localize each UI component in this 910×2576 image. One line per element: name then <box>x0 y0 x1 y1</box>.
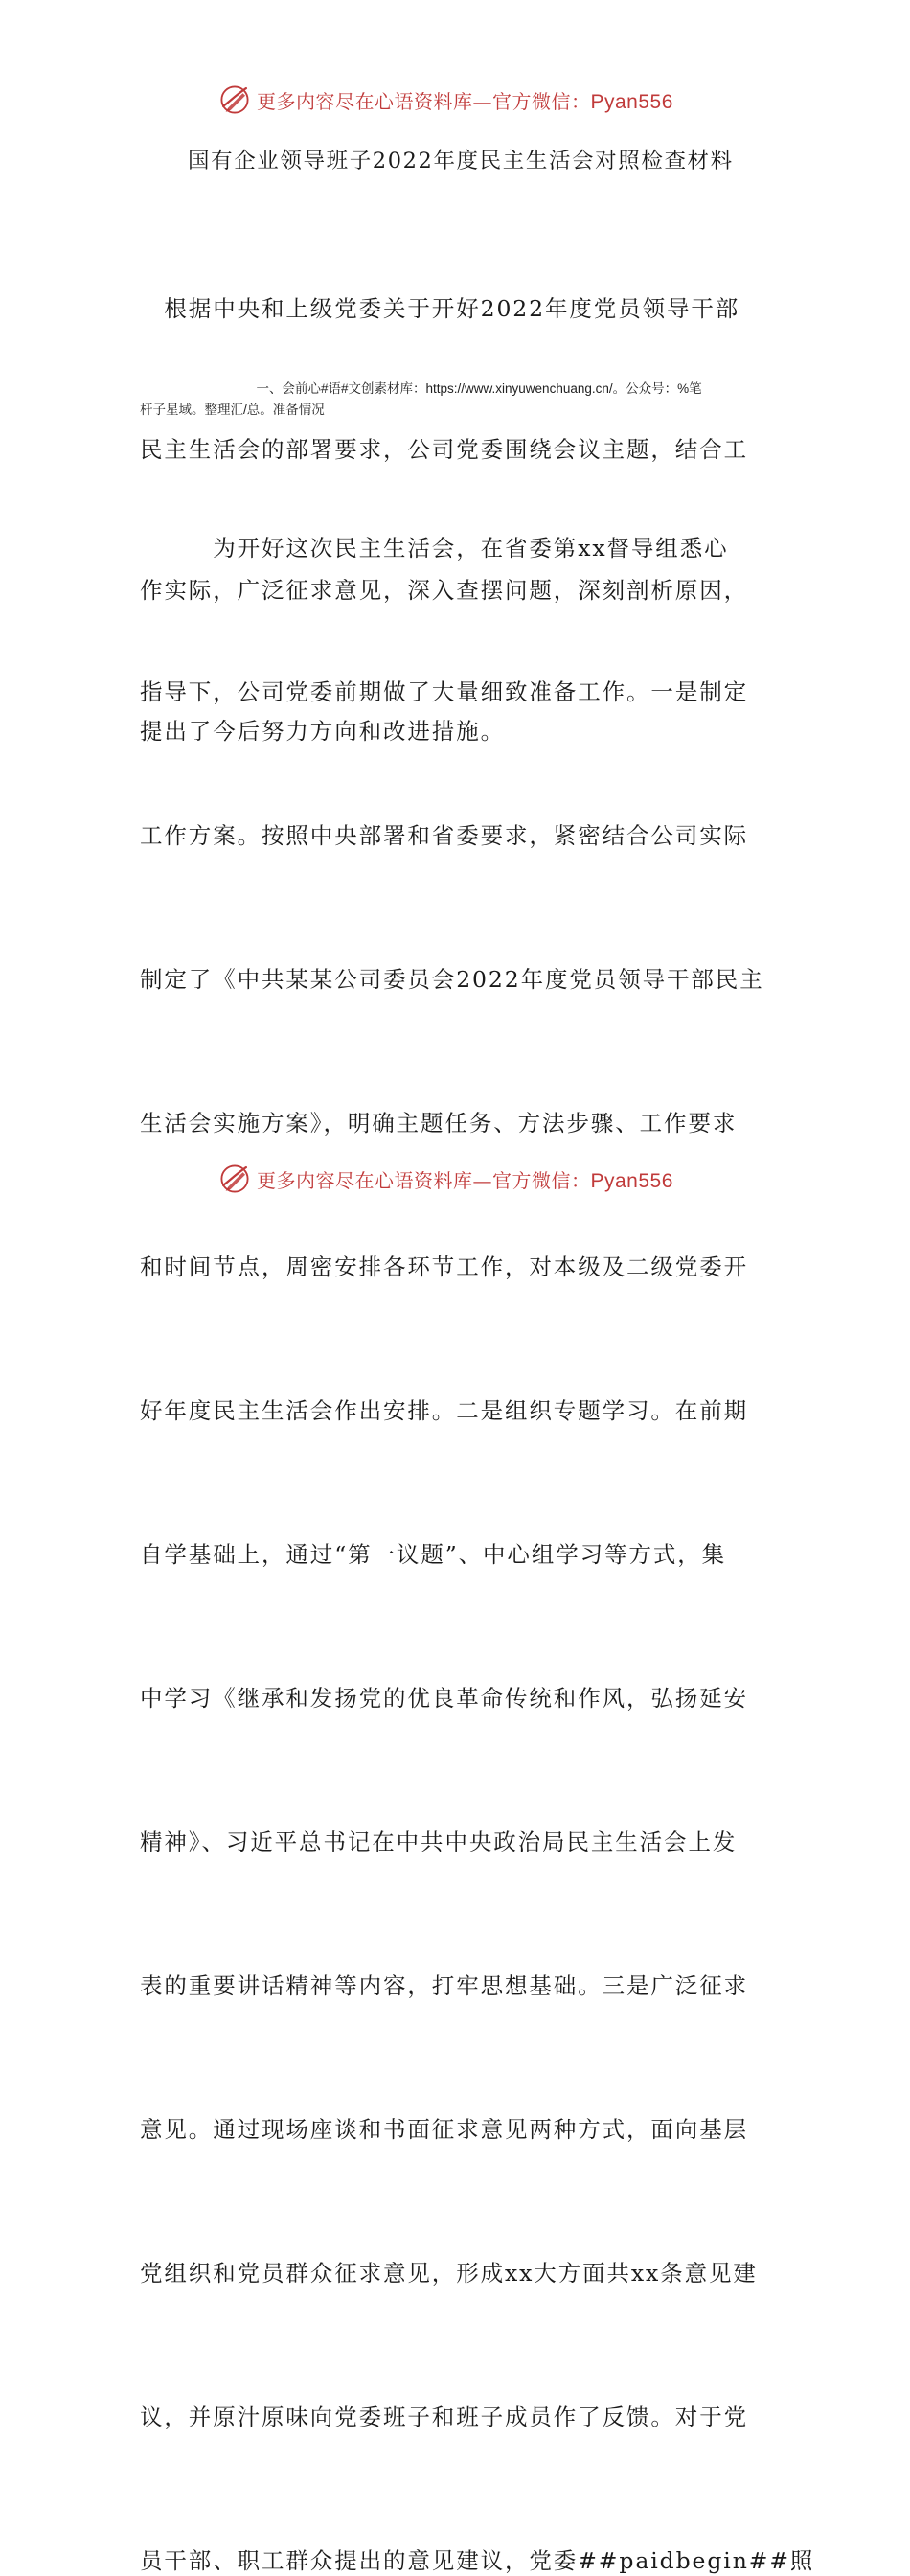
text-line: 自学基础上，通过“第一议题”、中心组学习等方式，集 <box>140 1541 727 1568</box>
text-line: 中学习《继承和发扬党的优良革命传统和作风，弘扬延安 <box>140 1685 748 1712</box>
text-line: 员干部、职工群众提出的意见建议，党委##paidbegin##照 <box>140 2547 815 2574</box>
text-line: 民主生活会的部署要求，公司党委围绕会议主题，结合工 <box>140 436 748 463</box>
text-line: 生活会实施方案》，明确主题任务、方法步骤、工作要求 <box>140 1110 738 1137</box>
text-line: 作实际，广泛征求意见，深入查摆问题，深刻剖析原因， <box>140 577 748 604</box>
text-line: 和时间节点，周密安排各环节工作，对本级及二级党委开 <box>140 1254 748 1280</box>
pen-logo-icon <box>218 83 251 116</box>
text-line: 意见。通过现场座谈和书面征求意见两种方式，面向基层 <box>140 2116 748 2143</box>
text-line: 精神》、习近平总书记在中共中央政治局民主生活会上发 <box>140 1828 738 1855</box>
text-line: 表的重要讲话精神等内容，打牢思想基础。三是广泛征求 <box>140 1972 748 1999</box>
text-line: 好年度民主生活会作出安排。二是组织专题学习。在前期 <box>140 1397 748 1424</box>
watermark-id: Pyan556 <box>590 1169 673 1192</box>
text-line: 根据中央和上级党委关于开好2022年度党员领导干部 <box>140 295 740 322</box>
watermark-text: 更多内容尽在心语资料库—官方微信：Pyan556 <box>257 1168 673 1192</box>
text-line: 议，并原汁原味向党委班子和班子成员作了反馈。对于党 <box>140 2404 748 2430</box>
heading-line: 杆子星域。整理汇/总。准备情况 <box>140 402 325 417</box>
text-line: 工作方案。按照中央部署和省委要求，紧密结合公司实际 <box>140 822 748 849</box>
watermark-footer <box>218 1160 717 1198</box>
text-line: 为开好这次民主生活会，在省委第xx督导组悉心 <box>140 535 729 562</box>
watermark-id: Pyan556 <box>590 90 673 113</box>
watermark-header <box>218 80 717 119</box>
text-line: 党组织和党员群众征求意见，形成xx大方面共xx条意见建 <box>140 2260 758 2287</box>
pen-logo-icon <box>218 1162 251 1195</box>
text-line: 提出了今后努力方向和改进措施。 <box>140 718 505 745</box>
section-heading <box>140 379 782 421</box>
watermark-text: 更多内容尽在心语资料库—官方微信：Pyan556 <box>257 89 673 113</box>
heading-line: 一、会前心#语#文创素材库：https://www.xinyuwenchuang.cn/。公众号：%笔 <box>140 381 702 396</box>
text-line: 制定了《中共某某公司委员会2022年度党员领导干部民主 <box>140 966 764 993</box>
body-paragraph <box>140 428 815 2576</box>
document-title: 国有企业领导班子2022年度民主生活会对照检查材料 <box>188 149 734 173</box>
text-line: 指导下，公司党委前期做了大量细致准备工作。一是制定 <box>140 678 748 705</box>
